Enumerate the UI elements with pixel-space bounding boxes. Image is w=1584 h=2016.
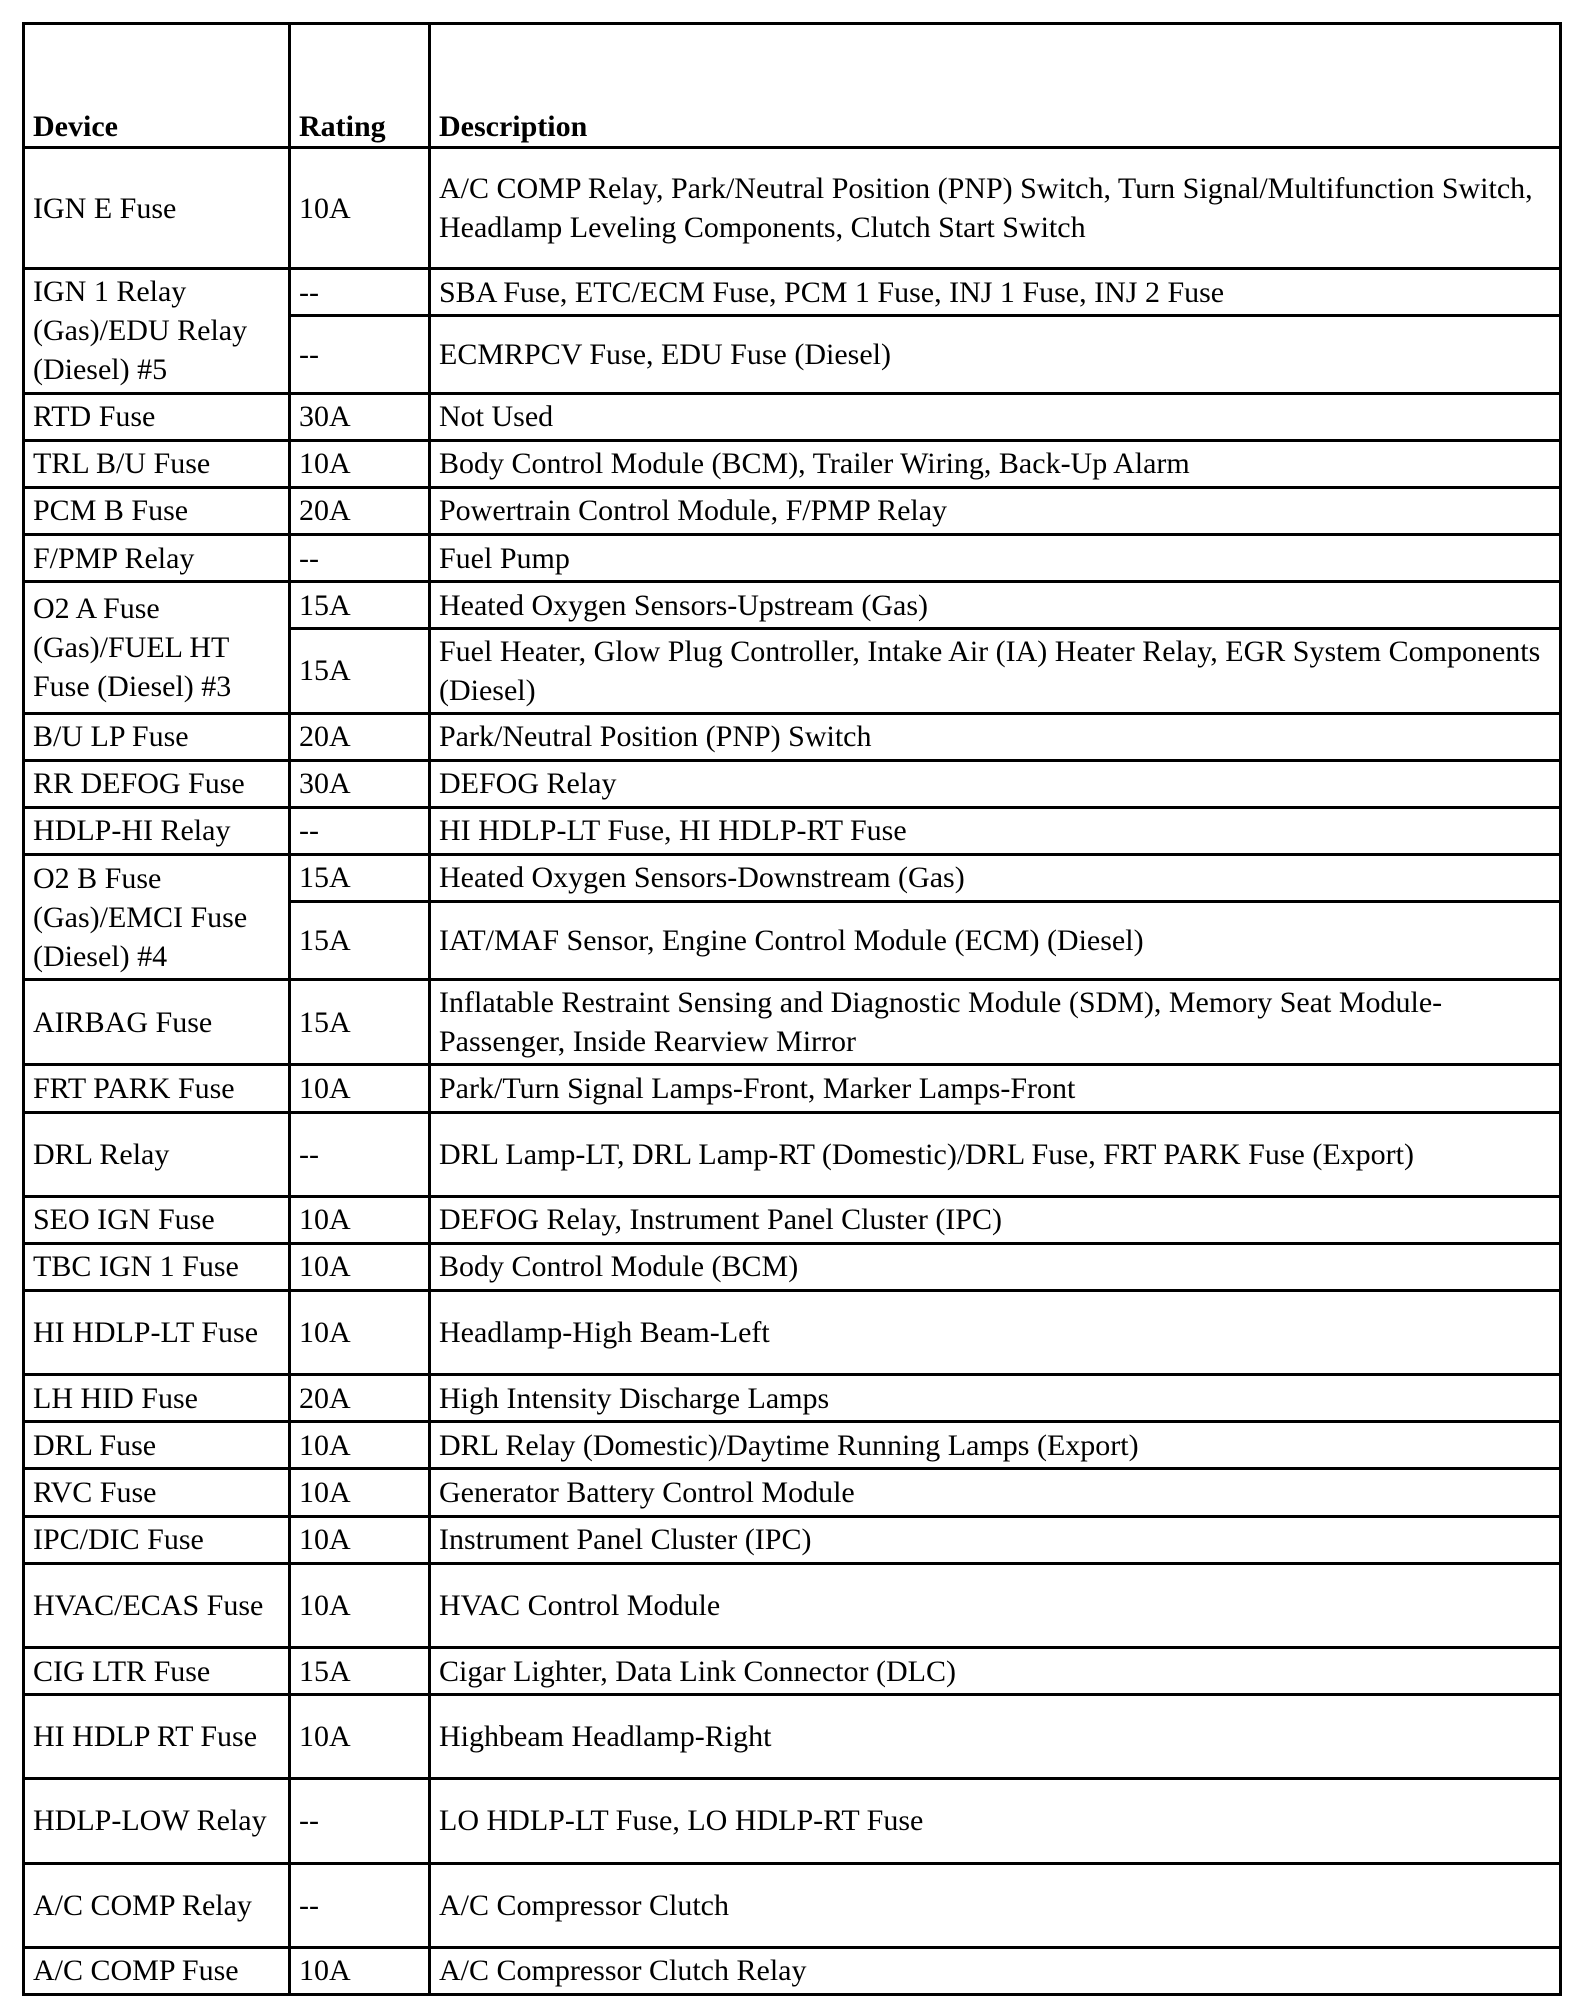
rating-cell: 15A [290, 1647, 430, 1694]
device-cell: AIRBAG Fuse [24, 980, 290, 1065]
device-cell: TBC IGN 1 Fuse [24, 1243, 290, 1290]
device-cell: O2 B Fuse (Gas)/EMCI Fuse (Diesel) #4 [24, 854, 290, 979]
device-cell: FRT PARK Fuse [24, 1065, 290, 1112]
device-cell: HVAC/ECAS Fuse [24, 1563, 290, 1647]
description-cell: Powertrain Control Module, F/PMP Relay [430, 487, 1561, 534]
description-column-header: Description [430, 24, 1561, 148]
table-row [24, 1779, 1561, 1863]
table-row [24, 1863, 1561, 1947]
table-row [24, 487, 1561, 534]
table-row [24, 980, 1561, 1065]
description-cell: Heated Oxygen Sensors-Upstream (Gas) [430, 582, 1561, 629]
rating-cell: 10A [290, 1695, 430, 1779]
rating-cell: 10A [290, 1563, 430, 1647]
table-row [24, 854, 1561, 901]
description-cell: Fuel Heater, Glow Plug Controller, Intake Air (IA) Heater Relay, EGR System Components (Diesel) [430, 629, 1561, 713]
rating-cell: 10A [290, 1469, 430, 1516]
table-row [24, 148, 1561, 269]
description-cell: A/C Compressor Clutch [430, 1863, 1561, 1947]
device-cell: IGN E Fuse [24, 148, 290, 269]
rating-cell: 10A [290, 1196, 430, 1243]
rating-cell: -- [290, 1779, 430, 1863]
header-row [24, 24, 1561, 148]
table-row [24, 1695, 1561, 1779]
description-cell: Highbeam Headlamp-Right [430, 1695, 1561, 1779]
description-cell: DRL Lamp-LT, DRL Lamp-RT (Domestic)/DRL Fuse, FRT PARK Fuse (Export) [430, 1112, 1561, 1196]
rating-cell: 15A [290, 980, 430, 1065]
description-cell: HI HDLP-LT Fuse, HI HDLP-RT Fuse [430, 807, 1561, 854]
rating-cell: -- [290, 1863, 430, 1947]
device-cell: HI HDLP-LT Fuse [24, 1291, 290, 1375]
device-cell: CIG LTR Fuse [24, 1647, 290, 1694]
table-row [24, 1516, 1561, 1563]
description-cell: Instrument Panel Cluster (IPC) [430, 1516, 1561, 1563]
description-cell: ECMRPCV Fuse, EDU Fuse (Diesel) [430, 316, 1561, 393]
device-cell: B/U LP Fuse [24, 713, 290, 760]
table-row [24, 269, 1561, 316]
table-row [24, 393, 1561, 440]
description-cell: High Intensity Discharge Lamps [430, 1375, 1561, 1422]
table-row [24, 1947, 1561, 1994]
table-row [24, 1375, 1561, 1422]
rating-cell: 10A [290, 1422, 430, 1469]
rating-cell: 30A [290, 393, 430, 440]
table-row [24, 1243, 1561, 1290]
description-cell: Inflatable Restraint Sensing and Diagnostic Module (SDM), Memory Seat Module-Passenger, Inside Rearview Mirror [430, 980, 1561, 1065]
device-cell: PCM B Fuse [24, 487, 290, 534]
device-cell: A/C COMP Fuse [24, 1947, 290, 1994]
device-cell: A/C COMP Relay [24, 1863, 290, 1947]
rating-cell: 10A [290, 1291, 430, 1375]
device-cell: SEO IGN Fuse [24, 1196, 290, 1243]
description-cell: HVAC Control Module [430, 1563, 1561, 1647]
rating-cell: -- [290, 535, 430, 582]
device-cell: HI HDLP RT Fuse [24, 1695, 290, 1779]
device-cell: F/PMP Relay [24, 535, 290, 582]
rating-cell: 10A [290, 1243, 430, 1290]
rating-column-header: Rating [290, 24, 430, 148]
table-row [24, 1563, 1561, 1647]
rating-cell: 20A [290, 487, 430, 534]
rating-cell: 15A [290, 582, 430, 629]
table-row [24, 1291, 1561, 1375]
device-cell: HDLP-HI Relay [24, 807, 290, 854]
description-cell: A/C COMP Relay, Park/Neutral Position (PNP) Switch, Turn Signal/Multifunction Switch, Headlamp Leveling Components, Clutch Start Switch [430, 148, 1561, 269]
device-cell: RVC Fuse [24, 1469, 290, 1516]
description-cell: Body Control Module (BCM) [430, 1243, 1561, 1290]
description-cell: Fuel Pump [430, 535, 1561, 582]
table-row [24, 807, 1561, 854]
description-cell: Park/Turn Signal Lamps-Front, Marker Lamps-Front [430, 1065, 1561, 1112]
fuse-table [22, 22, 1562, 1996]
table-row [24, 1196, 1561, 1243]
device-cell: RTD Fuse [24, 393, 290, 440]
table-row [24, 1647, 1561, 1694]
description-cell: Park/Neutral Position (PNP) Switch [430, 713, 1561, 760]
table-row [24, 1469, 1561, 1516]
description-cell: A/C Compressor Clutch Relay [430, 1947, 1561, 1994]
table-row [24, 1112, 1561, 1196]
rating-cell: 15A [290, 629, 430, 713]
device-cell: O2 A Fuse (Gas)/FUEL HT Fuse (Diesel) #3 [24, 582, 290, 713]
description-cell: Not Used [430, 393, 1561, 440]
device-cell: DRL Relay [24, 1112, 290, 1196]
description-cell: DEFOG Relay, Instrument Panel Cluster (IPC) [430, 1196, 1561, 1243]
rating-cell: 20A [290, 713, 430, 760]
description-cell: Heated Oxygen Sensors-Downstream (Gas) [430, 854, 1561, 901]
device-cell: IGN 1 Relay (Gas)/EDU Relay (Diesel) #5 [24, 269, 290, 393]
description-cell: Body Control Module (BCM), Trailer Wiring, Back-Up Alarm [430, 440, 1561, 487]
device-cell: HDLP-LOW Relay [24, 1779, 290, 1863]
device-cell: IPC/DIC Fuse [24, 1516, 290, 1563]
device-cell: TRL B/U Fuse [24, 440, 290, 487]
rating-cell: 30A [290, 760, 430, 807]
rating-cell: 10A [290, 148, 430, 269]
device-cell: DRL Fuse [24, 1422, 290, 1469]
table-row [24, 713, 1561, 760]
description-cell: IAT/MAF Sensor, Engine Control Module (ECM) (Diesel) [430, 902, 1561, 980]
rating-cell: -- [290, 1112, 430, 1196]
device-column-header: Device [24, 24, 290, 148]
rating-cell: -- [290, 807, 430, 854]
rating-cell: 10A [290, 440, 430, 487]
device-cell: LH HID Fuse [24, 1375, 290, 1422]
description-cell: LO HDLP-LT Fuse, LO HDLP-RT Fuse [430, 1779, 1561, 1863]
description-cell: DRL Relay (Domestic)/Daytime Running Lamps (Export) [430, 1422, 1561, 1469]
description-cell: Cigar Lighter, Data Link Connector (DLC) [430, 1647, 1561, 1694]
rating-cell: 15A [290, 854, 430, 901]
device-cell: RR DEFOG Fuse [24, 760, 290, 807]
rating-cell: 15A [290, 902, 430, 980]
rating-cell: -- [290, 269, 430, 316]
table-row [24, 1065, 1561, 1112]
table-row [24, 535, 1561, 582]
description-cell: SBA Fuse, ETC/ECM Fuse, PCM 1 Fuse, INJ 1 Fuse, INJ 2 Fuse [430, 269, 1561, 316]
table-row [24, 582, 1561, 629]
description-cell: Generator Battery Control Module [430, 1469, 1561, 1516]
rating-cell: -- [290, 316, 430, 393]
table-row [24, 1422, 1561, 1469]
table-row [24, 440, 1561, 487]
rating-cell: 10A [290, 1947, 430, 1994]
rating-cell: 20A [290, 1375, 430, 1422]
description-cell: Headlamp-High Beam-Left [430, 1291, 1561, 1375]
rating-cell: 10A [290, 1516, 430, 1563]
rating-cell: 10A [290, 1065, 430, 1112]
table-row [24, 760, 1561, 807]
description-cell: DEFOG Relay [430, 760, 1561, 807]
